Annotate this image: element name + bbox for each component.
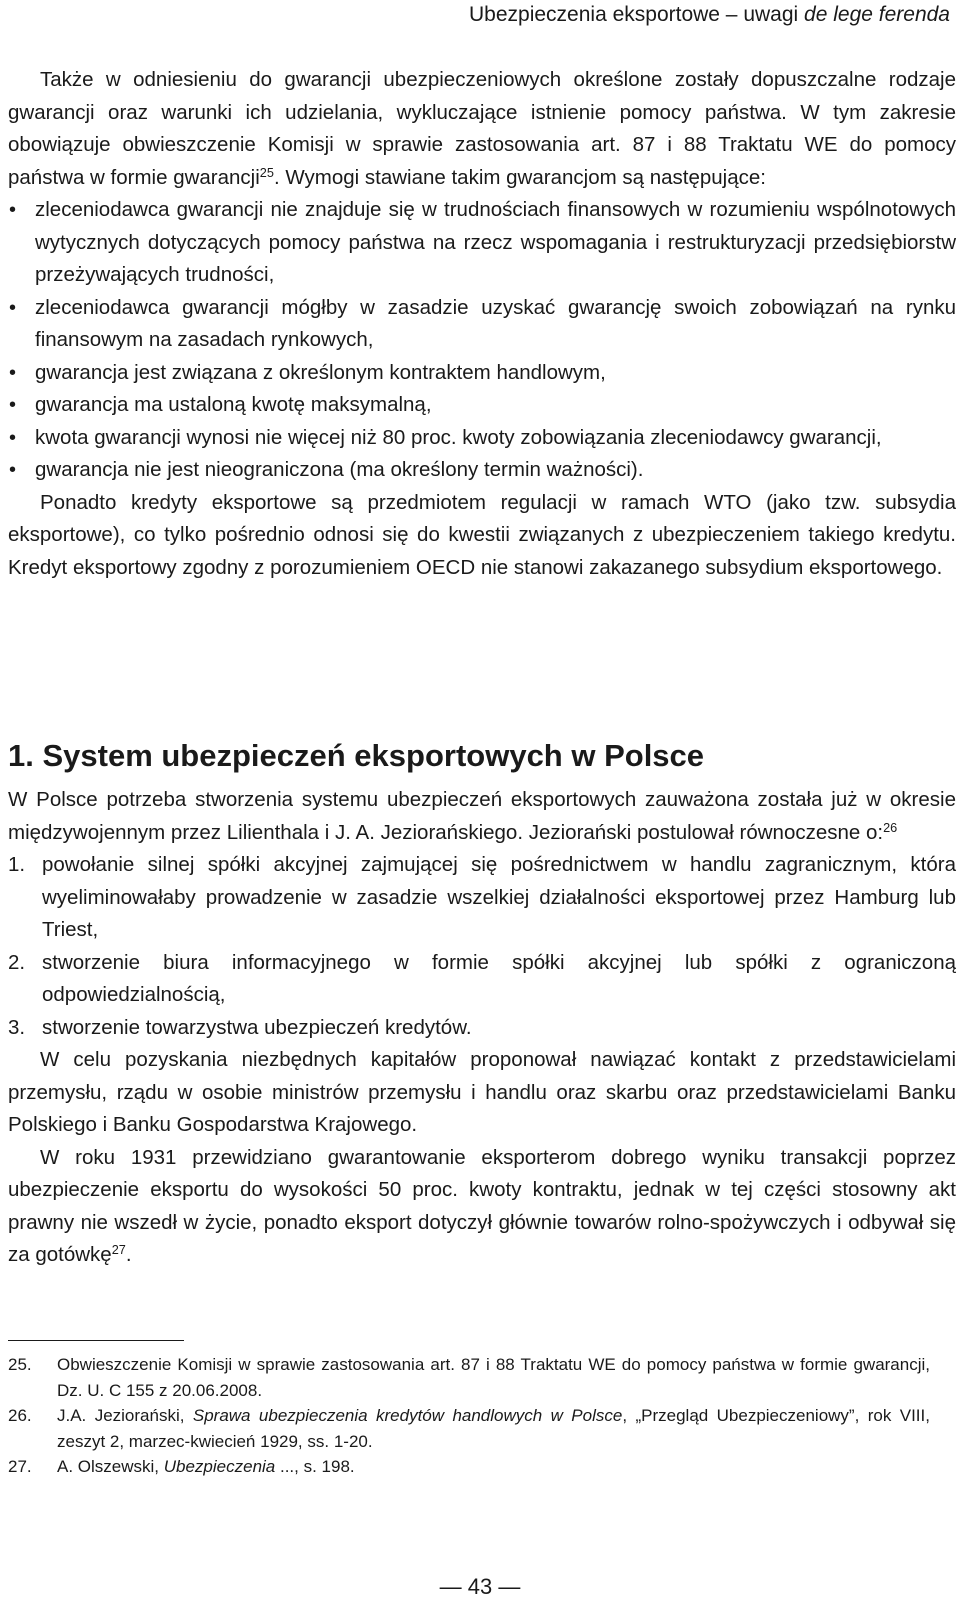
footnote-number: 25. — [8, 1355, 32, 1374]
footnote-ref-27[interactable]: 27 — [111, 1242, 126, 1258]
footnote-text: A. Olszewski, — [57, 1457, 164, 1476]
paragraph-text: W Polsce potrzeba stworzenia systemu ubezpieczeń eksportowych zauważona została już w okresie międzywojennym przez Lilienthala i J. A. Jeziorańskiego. Jeziorański postulował równoczesne o: — [8, 788, 956, 844]
paragraph-text: Także w odniesieniu do gwarancji ubezpieczeniowych określone zostały dopuszczalne rodzaje gwarancji oraz warunki ich udzielania, wykluczające istnienie pomocy państwa. W tym zakresie obowiązuje obwieszczenie Komisji w sprawie zastosowania art. 87 i 88 Traktatu WE do pomocy państwa w formie gwarancji — [8, 68, 956, 189]
item-text: powołanie silnej spółki akcyjnej zajmującej się pośrednictwem w handlu zagranicznym, która wyeliminowałaby prowadzenie w zasadzie wszelkiej działalności eksportowej przez Hamburg lub Triest, — [42, 853, 956, 941]
numbered-item — [8, 1012, 956, 1045]
running-head-italic: de lege ferenda — [804, 3, 950, 26]
item-text: stworzenie towarzystwa ubezpieczeń kredytów. — [42, 1015, 472, 1039]
paragraph-1931 — [8, 1142, 956, 1272]
numbered-item — [8, 849, 956, 947]
footnotes — [8, 1352, 930, 1480]
paragraph-capital: W celu pozyskania niezbędnych kapitałów proponował nawiązać kontakt z przedstawicielami przemysłu, rządu w osobie ministrów przemysłu i handlu oraz skarbu oraz przedstawicielami Banku Polskiego i Banku Gospodarstwa Krajowego. — [8, 1048, 956, 1136]
paragraph-guarantees — [8, 64, 956, 194]
list-item: • kwota gwarancji wynosi nie więcej niż 80 proc. kwoty zobowiązania zleceniodawcy gwarancji, — [8, 422, 956, 455]
paragraph-interwar — [8, 784, 956, 849]
footnote-text: J.A. Jeziorański, — [57, 1406, 193, 1425]
footnote-27 — [8, 1454, 930, 1480]
paragraph-text: W roku 1931 przewidziano gwarantowanie eksporterom dobrego wyniku transakcji poprzez ubezpieczenie eksportu do wysokości 50 proc. kwoty kontraktu, jednak w tej części stosowny akt prawny nie wszedł w życie, ponadto eksport dotyczył głównie towarów rolno-spożywczych i odbywał się za gotówkę — [8, 1145, 956, 1266]
list-item: • gwarancja jest związana z określonym kontraktem handlowym, — [8, 357, 956, 390]
paragraph-export-credits: Ponadto kredyty eksportowe są przedmiotem regulacji w ramach WTO (jako tzw. subsydia eksportowe), co tylko pośrednio odnosi się do kwestii związanych z ubezpieczeniem takiego kredytu. Kredyt eksportowy zgodny z porozumieniem OECD nie stanowi zakazanego subsydium eksportowego. — [8, 490, 956, 579]
footnote-divider — [8, 1340, 184, 1341]
section-intro — [8, 64, 956, 584]
footnote-text: , „Przegląd Ubezpieczeniowy”, rok VIII, zeszyt 2, marzec-kwiecień 1929, ss. 1-20. — [57, 1406, 930, 1451]
footnote-ref-26[interactable]: 26 — [883, 819, 898, 835]
numbered-item — [8, 947, 956, 1012]
list-item: • gwarancja ma ustaloną kwotę maksymalną, — [8, 389, 956, 422]
item-number: 2. — [8, 950, 26, 974]
section-system — [8, 784, 956, 1272]
running-head — [469, 2, 950, 28]
page-number: — 43 — — [439, 1574, 521, 1599]
footnote-ref-25[interactable]: 25 — [259, 164, 274, 180]
section-heading: 1. System ubezpieczeń eksportowych w Polsce — [8, 738, 705, 773]
paragraph-text: . — [125, 1243, 132, 1266]
list-item: • zleceniodawca gwarancji mógłby w zasadzie uzyskać gwarancję swoich zobowiązań na rynku finansowym na zasadach rynkowych, — [8, 292, 956, 357]
requirements-list — [8, 194, 956, 487]
postulates-list — [8, 849, 956, 1044]
item-text: stworzenie biura informacyjnego w formie spółki akcyjnej lub spółki z ograniczoną odpowiedzialnością, — [42, 950, 956, 1006]
footnote-26 — [8, 1403, 930, 1454]
footnote-text: ..., s. 198. — [275, 1457, 355, 1476]
footnote-number: 26. — [8, 1406, 32, 1425]
item-number: 3. — [8, 1015, 26, 1039]
list-item: • zleceniodawca gwarancji nie znajduje się w trudnościach finansowych w rozumieniu wspólnotowych wytycznych dotyczących pomocy państwa na rzecz wspomagania i restrukturyzacji przedsiębiorstw przeżywających trudności, — [8, 194, 956, 292]
footnote-title: Ubezpieczenia — [163, 1457, 276, 1476]
item-number: 1. — [8, 853, 26, 876]
running-head-text: Ubezpieczenia eksportowe – uwagi — [469, 3, 805, 26]
footnote-text: Obwieszczenie Komisji w sprawie zastosowania art. 87 i 88 Traktatu WE do pomocy państwa w formie gwarancji, Dz. U. C 155 z 20.06.2008. — [57, 1355, 930, 1400]
footnote-25 — [8, 1352, 930, 1403]
paragraph-text: . Wymogi stawiane takim gwarancjom są następujące: — [273, 165, 766, 189]
list-item: • gwarancja nie jest nieograniczona (ma określony termin ważności). — [8, 454, 956, 487]
footnote-number: 27. — [8, 1457, 32, 1476]
footnote-title: Sprawa ubezpieczenia kredytów handlowych w Polsce — [192, 1406, 623, 1425]
